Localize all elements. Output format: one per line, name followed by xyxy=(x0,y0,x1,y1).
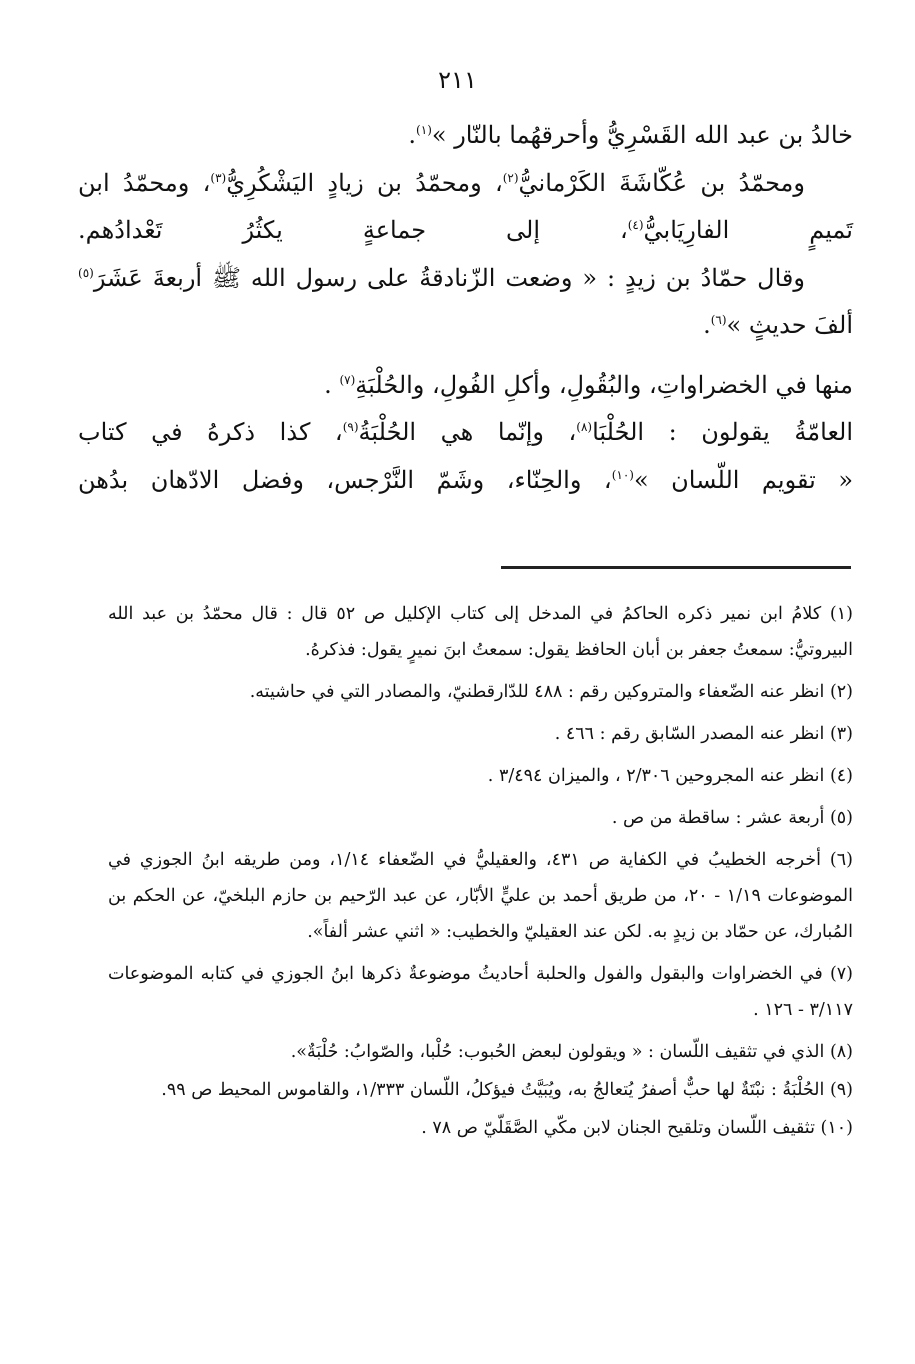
footnote-separator xyxy=(501,566,851,569)
footnote-text: انظر عنه المجروحين ٢/٣٠٦ ، والميزان ٣/٤٩٤ . xyxy=(487,766,825,786)
footnote-number: (٩) xyxy=(829,1080,853,1100)
footnote-number: (٢) xyxy=(829,682,853,702)
paragraph-2-text-a: ومحمّدُ بن عُكّاشَةَ الكَرْمانيُّ xyxy=(518,168,806,197)
paragraph-2-text-d: ، إلى جماعةٍ يكثُرُ تَعْدادُهم. xyxy=(78,216,628,244)
footnote-text: تثقيف اللّسان وتلقيح الجنان لابن مكّي الصَّقَلّيّ ص ٧٨ . xyxy=(421,1118,815,1138)
paragraph-6-text-b: ، والحِنّاء، وشَمّ النَّرْجس، وفضل الادّهان بدُهن xyxy=(78,465,612,494)
paragraph-1-text: خالدُ بن عبد الله القَسْرِيُّ وأحرقهُما بالنّار » xyxy=(431,121,853,149)
footnote-ref-5: (٥) xyxy=(78,265,94,280)
footnote-ref-1: (١) xyxy=(416,123,432,137)
paragraph-3 xyxy=(78,255,853,350)
footnote-number: (٧) xyxy=(829,964,853,984)
paragraph-4-text: منها في الخضراواتِ، والبُقُولِ، وأكلِ الفُولِ، والحُلْبَةِ xyxy=(355,370,853,399)
paragraph-6-text-a: « تقويم اللّسان » xyxy=(633,465,854,494)
footnote-8 xyxy=(108,1034,853,1070)
footnote-number: (١٠) xyxy=(820,1118,853,1138)
paragraph-3-text-b: ألفَ حديثٍ » xyxy=(726,311,853,339)
footnote-text: انظر عنه الضّعفاء والمتروكين رقم : ٤٨٨ للدّارقطنيّ، والمصادر التي في حاشيته. xyxy=(249,682,825,702)
footnote-number: (٤) xyxy=(829,766,853,786)
footnote-10 xyxy=(108,1110,853,1146)
footnote-number: (٦) xyxy=(829,850,853,870)
paragraph-3-text-a: وقال حمّادُ بن زيدٍ : « وضعت الزّنادقةُ على رسول الله ﷺ أربعةَ عَشَرَ xyxy=(93,263,805,292)
paragraph-6 xyxy=(78,457,853,505)
paragraph-5 xyxy=(78,409,853,457)
paragraph-1 xyxy=(78,112,853,160)
paragraph-3-end: . xyxy=(703,311,711,339)
footnote-ref-10: (١٠) xyxy=(611,467,634,482)
paragraph-5-text-b: ، وإنّما هي الحُلْبَةُ xyxy=(358,418,577,446)
paragraph-2-text-c: ، ومحمّدُ ابن تَميمٍ الفارِيَابيُّ xyxy=(78,168,853,244)
footnote-ref-9: (٩) xyxy=(342,420,359,434)
footnote-4 xyxy=(108,758,853,794)
footnote-number: (٥) xyxy=(829,808,853,828)
footnote-text: الذي في تثقيف اللّسان : « ويقولون لبعض الحُبوب: حُلْبا، والصّوابُ: حُلْبَةٌ». xyxy=(290,1042,825,1062)
paragraph-4 xyxy=(78,362,853,410)
footnote-6 xyxy=(108,842,853,950)
page-number: ٢١١ xyxy=(438,66,477,94)
footnote-text: كلامُ ابن نمير ذكره الحاكمُ في المدخل إلى كتاب الإكليل ص ٥٢ قال : قال محمّدُ بن عبد الله البيروتيُّ: سمعتُ جعفر بن أبان الحافظ يقول: سمعتُ ابنَ نميرٍ يقول: فذكرهُ. xyxy=(108,604,853,660)
footnote-9 xyxy=(108,1072,853,1108)
paragraph-5-text-a: العامّةُ يقولون : الحُلْبَا xyxy=(592,418,854,446)
footnote-5 xyxy=(108,800,853,836)
footnote-text: انظر عنه المصدر السّابق رقم : ٤٦٦ . xyxy=(554,724,825,744)
footnote-text: أخرجه الخطيبُ في الكفاية ص ٤٣١، والعقيليُّ في الضّعفاء ١/١٤، ومن طريقه ابنُ الجوزي في الموضوعات ١/١٩ - ٢٠، من طريق أحمد بن عليٍّ الأبّار، عن عبد الرّحيم بن حازم البلخيّ، عن الحكم بن المُبارك، عن حمّاد بن زيدٍ به. لكن عند العقيليّ والخطيب: « اثني عشر ألفاً». xyxy=(108,850,853,942)
paragraph-2 xyxy=(78,160,853,255)
footnote-number: (١) xyxy=(829,604,853,624)
footnote-ref-8: (٨) xyxy=(576,420,593,434)
footnote-ref-3: (٣) xyxy=(210,170,227,185)
footnote-ref-2: (٢) xyxy=(502,170,519,185)
footnote-text: أربعة عشر : ساقطة من ص . xyxy=(611,808,825,828)
footnote-number: (٨) xyxy=(829,1042,853,1062)
footnote-3 xyxy=(108,716,853,752)
footnotes xyxy=(108,596,853,1148)
paragraph-2-text-b: ، ومحمّدُ بن زيادٍ اليَشْكُرِيُّ xyxy=(226,168,503,197)
footnote-7 xyxy=(108,956,853,1028)
footnote-text: في الخضراوات والبقول والفول والحلبة أحاديثُ موضوعةٌ ذكرها ابنُ الجوزي في كتابه الموضوعات ٣/١١٧ - ١٢٦ . xyxy=(108,964,853,1020)
footnote-ref-7: (٧) xyxy=(339,372,356,387)
main-text xyxy=(78,112,853,504)
paragraph-5-text-c: ، كذا ذكرهُ في كتاب xyxy=(78,418,343,446)
footnote-ref-6: (٦) xyxy=(710,313,727,327)
paragraph-4-end: . xyxy=(324,370,340,399)
footnote-number: (٣) xyxy=(829,724,853,744)
paragraph-1-end: . xyxy=(408,121,417,149)
footnote-1 xyxy=(108,596,853,668)
footnote-2 xyxy=(108,674,853,710)
footnote-ref-4: (٤) xyxy=(627,218,644,232)
footnote-text: الحُلْبَةُ : نبْتَةٌ لها حبٌّ أصفرُ يُتعالجُ به، ويُبَيَّتُ فيؤكلُ، اللّسان ١/٣٣٣، والقاموس المحيط ص ٩٩. xyxy=(161,1080,825,1100)
